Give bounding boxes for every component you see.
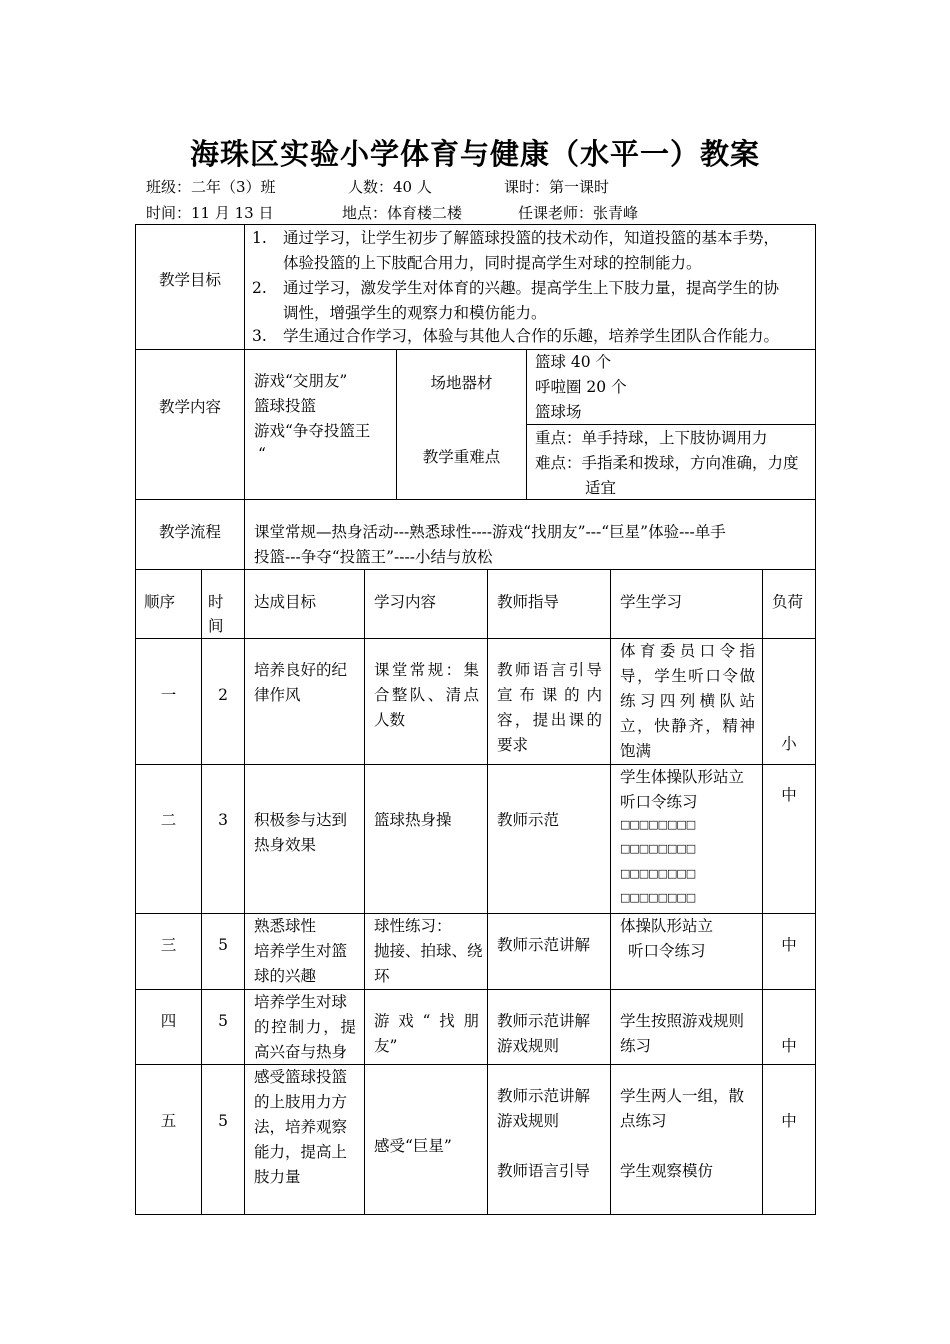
goal-3-line1: 学生通过合作学习，体验与其他人合作的乐趣，培养学生团队合作能力。 (283, 327, 780, 345)
content-item: “ (258, 445, 266, 463)
row-content: 环 (374, 967, 390, 985)
header-time-1: 时 (208, 593, 224, 611)
row-teacher: 游戏规则 (497, 1037, 560, 1055)
row-goal: 的控制力，提 (254, 1018, 356, 1036)
header-student: 学生学习 (620, 593, 683, 611)
row-order: 五 (160, 1112, 177, 1130)
row-goal: 律作风 (254, 686, 301, 704)
row-student: 学生观察模仿 (620, 1162, 714, 1180)
row-order: 一 (160, 686, 177, 704)
formation-diagram-row: □□□□□□□□ (620, 867, 696, 880)
row-content: 球性练习： (374, 917, 452, 935)
content-label: 教学内容 (158, 398, 221, 416)
equipment-item: 篮球场 (535, 403, 582, 421)
goal-2-line1: 通过学习，激发学生对体育的兴趣。提高学生上下肢力量，提高学生的协 (283, 279, 780, 297)
equipment-label: 场地器材 (430, 374, 493, 392)
class-info: 班级：二年（3）班 (146, 178, 276, 196)
row-goal: 感受篮球投篮 (254, 1068, 348, 1086)
row-student: 学生体操队形站立 (620, 768, 745, 786)
row-content: 合整队、清点 (374, 686, 479, 704)
row-goal: 熟悉球性 (254, 917, 317, 935)
row-teacher: 要求 (497, 736, 529, 754)
row-content: 课堂常规：集 (374, 661, 479, 679)
period-info: 课时：第一课时 (504, 178, 610, 196)
row-load: 中 (781, 1037, 797, 1055)
header-order: 顺序 (144, 593, 176, 611)
row-content: 友” (374, 1037, 398, 1055)
equipment-item: 篮球 40 个 (535, 353, 612, 371)
row-load: 小 (781, 735, 797, 753)
row-load: 中 (781, 1112, 797, 1130)
goal-1-line2: 体验投篮的上下肢配合用力，同时提高学生对球的控制能力。 (283, 254, 702, 272)
row-content: 篮球热身操 (374, 811, 452, 829)
row-goal: 能力，提高上 (254, 1143, 348, 1161)
row-order: 三 (160, 936, 177, 954)
row-time: 2 (218, 686, 228, 704)
row-student: 学生两人一组，散 (620, 1087, 745, 1105)
row-goal: 的上肢用力方 (254, 1093, 348, 1111)
key-difficulty-cont: 适宜 (585, 479, 617, 497)
row-order: 二 (160, 811, 177, 829)
row-time: 5 (218, 1112, 228, 1130)
row-teacher: 游戏规则 (497, 1112, 560, 1130)
row-teacher: 教师示范讲解 (497, 1012, 591, 1030)
row-teacher: 教师示范讲解 (497, 1087, 591, 1105)
row-goal: 积极参与达到 (254, 811, 348, 829)
equipment-item: 呼啦圈 20 个 (535, 378, 627, 396)
row-teacher: 宣布课的内 (497, 686, 602, 704)
row-goal: 热身效果 (254, 836, 317, 854)
row-student: 练习四列横队站 (620, 692, 755, 710)
row-goal: 高兴奋与热身 (254, 1043, 348, 1061)
goals-label: 教学目标 (158, 271, 221, 289)
teacher-info: 任课老师：张青峰 (518, 204, 639, 222)
goal-2-num: 2. (252, 279, 267, 297)
row-goal: 法，培养观察 (254, 1118, 348, 1136)
content-item: 游戏“争夺投篮王 (254, 422, 371, 440)
row-content: 抛接、拍球、绕 (374, 942, 483, 960)
formation-diagram-row: □□□□□□□□ (620, 818, 696, 831)
formation-diagram-row: □□□□□□□□ (620, 891, 696, 904)
row-time: 5 (218, 936, 228, 954)
key-point: 重点：单手持球，上下肢协调用力 (535, 429, 768, 447)
row-goal: 肢力量 (254, 1168, 301, 1186)
flow-label: 教学流程 (158, 523, 221, 541)
row-teacher: 教师语言引导 (497, 1162, 591, 1180)
count-info: 人数：40 人 (348, 178, 432, 196)
page-title: 海珠区实验小学体育与健康（水平一）教案 (189, 137, 760, 171)
formation-diagram-row: □□□□□□□□ (620, 842, 696, 855)
row-teacher: 容，提出课的 (497, 711, 602, 729)
row-teacher: 教师示范讲解 (497, 936, 591, 954)
row-student: 点练习 (620, 1112, 667, 1130)
key-points-label: 教学重难点 (422, 448, 501, 466)
goal-3-num: 3. (252, 327, 267, 345)
goal-1-line1: 通过学习，让学生初步了解篮球投篮的技术动作，知道投篮的基本手势， (283, 229, 780, 247)
content-item: 篮球投篮 (254, 397, 317, 415)
row-student: 练习 (620, 1037, 652, 1055)
row-goal: 培养学生对球 (254, 993, 348, 1011)
row-content: 人数 (374, 711, 406, 729)
key-difficulty: 难点：手指柔和拨球，方向准确，力度 (535, 454, 799, 472)
row-content: 游戏“找朋 (374, 1012, 479, 1030)
date-info: 时间：11 月 13 日 (146, 204, 274, 222)
row-student: 立，快静齐，精神 (620, 717, 755, 735)
row-student: 听口令练习 (628, 942, 706, 960)
row-student: 体育委员口令指 (620, 642, 755, 660)
row-goal: 培养学生对篮 (254, 942, 348, 960)
row-goal: 培养良好的纪 (254, 661, 348, 679)
row-order: 四 (160, 1012, 177, 1030)
row-student: 学生按照游戏规则 (620, 1012, 745, 1030)
row-teacher: 教师示范 (497, 811, 560, 829)
row-student: 听口令练习 (620, 793, 698, 811)
header-content: 学习内容 (374, 593, 437, 611)
row-teacher: 教师语言引导 (497, 661, 602, 679)
row-content: 感受“巨星” (374, 1137, 452, 1155)
goal-2-line2: 调性，增强学生的观察力和模仿能力。 (283, 304, 547, 322)
goal-1-num: 1. (252, 229, 267, 247)
flow-line-2: 投篮---争夺“投篮王”----小结与放松 (254, 548, 493, 566)
row-time: 3 (218, 811, 228, 829)
row-student: 饱满 (620, 742, 652, 760)
row-load: 中 (781, 936, 797, 954)
flow-line-1: 课堂常规—热身活动---熟悉球性----游戏“找朋友”---“巨星”体验---单手 (254, 523, 726, 541)
place-info: 地点：体育楼二楼 (342, 204, 463, 222)
header-load: 负荷 (772, 593, 804, 611)
header-goal: 达成目标 (254, 593, 317, 611)
header-time-2: 间 (208, 617, 224, 635)
row-goal: 球的兴趣 (254, 967, 317, 985)
header-teacher: 教师指导 (497, 593, 560, 611)
content-item: 游戏“交朋友” (254, 372, 348, 390)
row-student: 导，学生听口令做 (620, 667, 755, 685)
row-student: 体操队形站立 (620, 917, 714, 935)
row-load: 中 (781, 786, 797, 804)
row-time: 5 (218, 1012, 228, 1030)
